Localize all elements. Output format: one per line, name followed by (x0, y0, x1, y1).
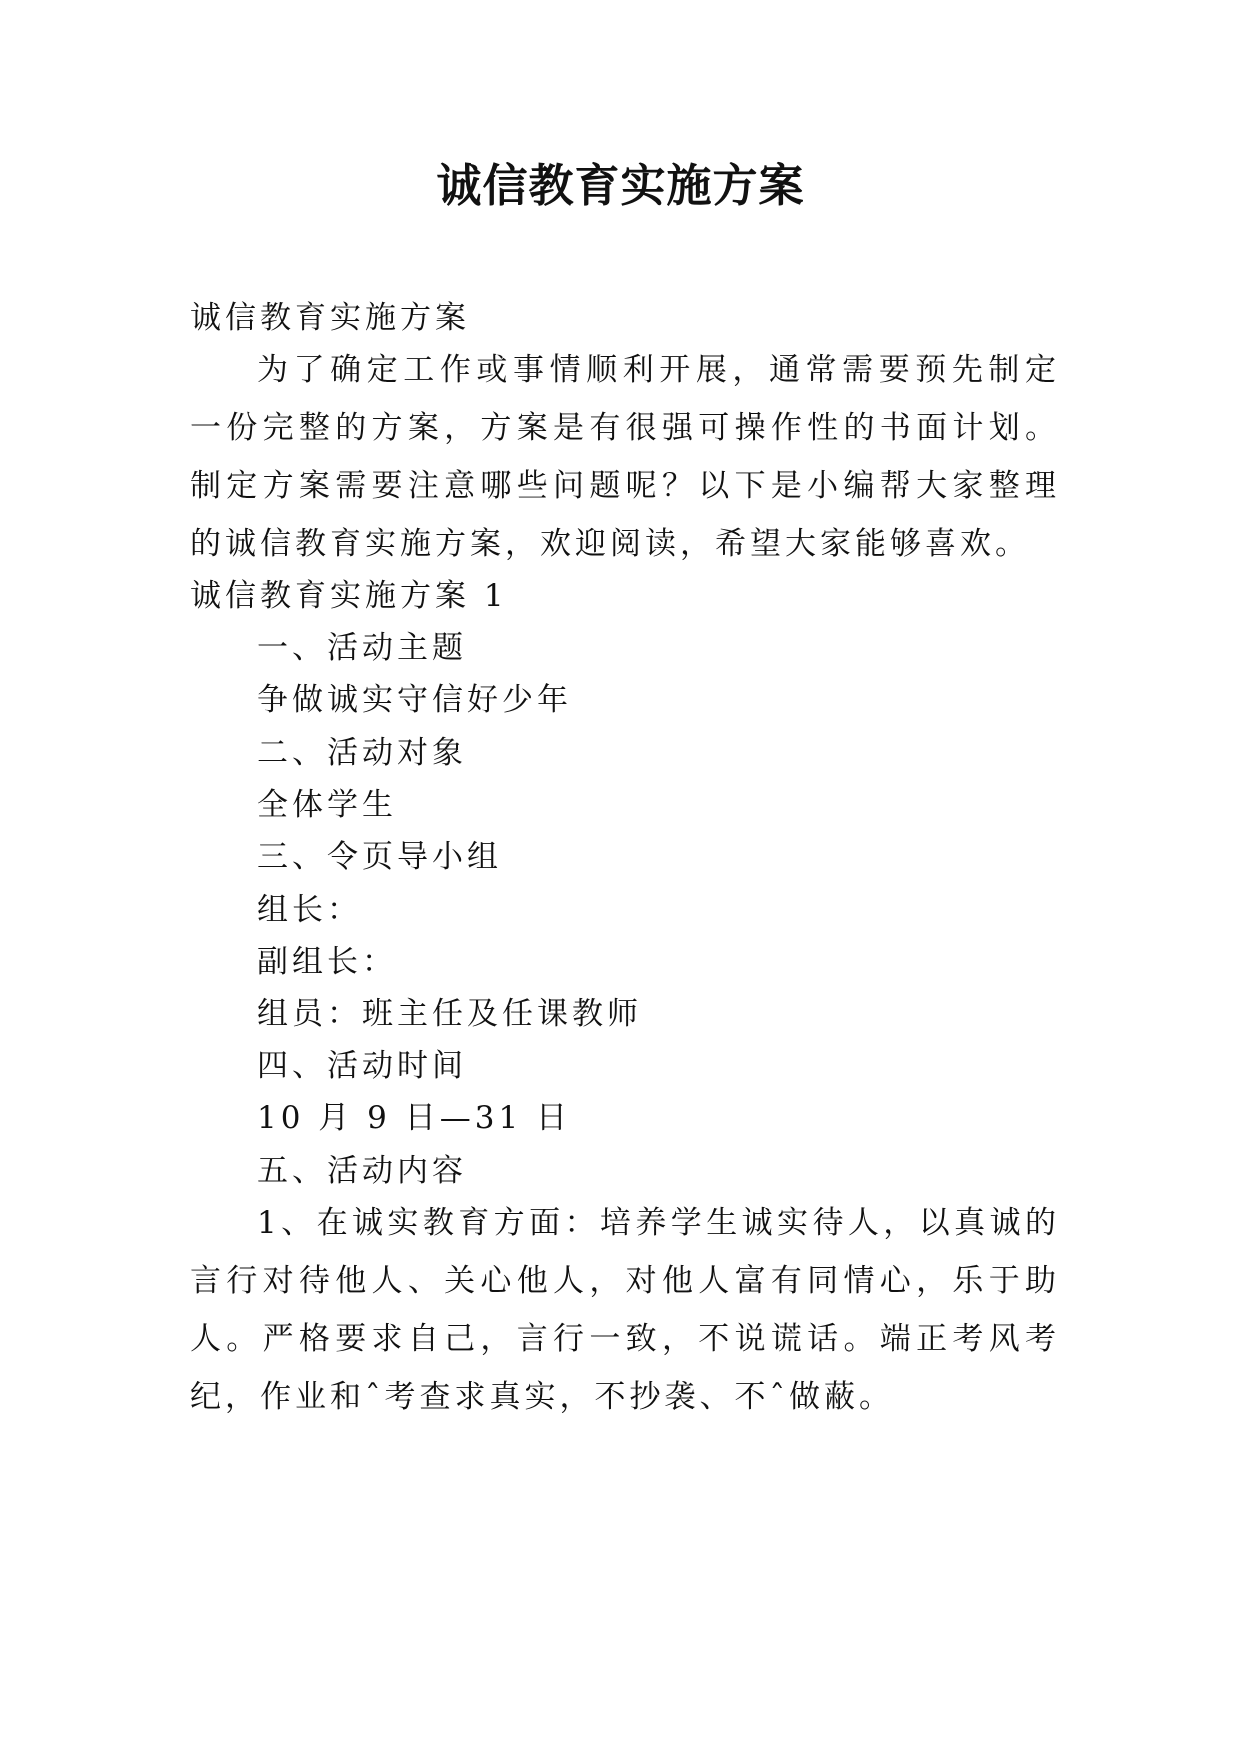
activity-theme-text: 争做诚实守信好少年 (257, 682, 572, 718)
document-title: 诚信教育实施方案 (436, 159, 805, 212)
activity-target-text: 全体学生 (257, 787, 397, 823)
group-leader-line: 组长： (257, 892, 362, 928)
heading-leadership-group: 三、令页导小组 (257, 839, 502, 875)
heading-activity-target: 二、活动对象 (257, 735, 467, 771)
heading-activity-theme: 一、活动主题 (257, 630, 467, 666)
activity-time-text: 10 月 9 日—31 日 (257, 1100, 572, 1136)
intro-paragraph: 为了确定工作或事情顺利开展，通常需要预先制定一份完整的方案，方案是有很强可操作性的书面计划。制定方案需要注意哪些问题呢？以下是小编帮大家整理的诚信教育实施方案，欢迎阅读，希望大家能够喜欢。 (190, 352, 1060, 562)
heading-activity-content: 五、活动内容 (257, 1153, 467, 1189)
heading-activity-time: 四、活动时间 (257, 1048, 467, 1084)
deputy-leader-line: 副组长： (257, 944, 397, 980)
document-subtitle: 诚信教育实施方案 (190, 300, 470, 336)
content-item-1: 1、在诚实教育方面：培养学生诚实待人，以真诚的言行对待他人、关心他人，对他人富有同情心，乐于助人。严格要求自己，言行一致，不说谎话。端正考风考纪，作业和ˆ考查求真实，不抄袭、不ˆ做蔽。 (190, 1205, 1060, 1415)
group-members-line: 组员：班主任及任课教师 (257, 996, 642, 1032)
section-heading: 诚信教育实施方案 1 (190, 578, 508, 614)
